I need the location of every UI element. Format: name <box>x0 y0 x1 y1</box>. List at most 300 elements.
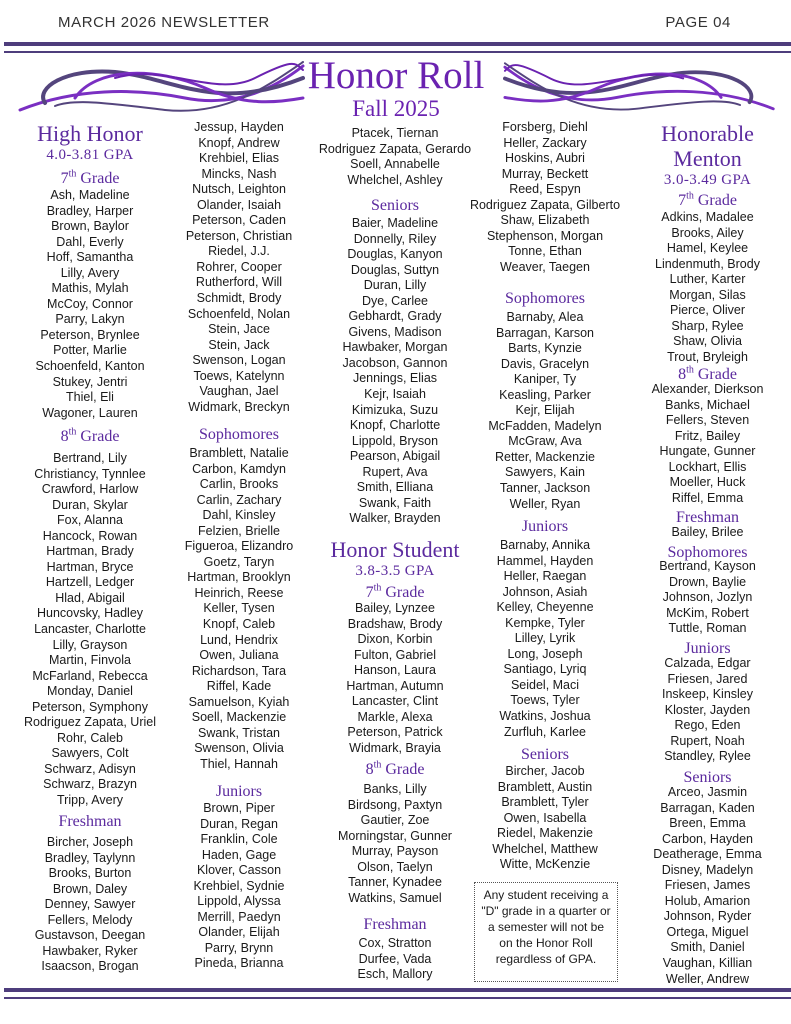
high-honor-heading: High Honor <box>37 121 143 146</box>
term-subtitle: Fall 2025 <box>352 96 440 121</box>
student-name: Pineda, Brianna <box>194 956 284 971</box>
student-name: Thiel, Hannah <box>200 756 278 771</box>
column-1 <box>0 0 180 1024</box>
grade-word: Grade <box>385 584 425 601</box>
student-name: Dixon, Korbin <box>357 632 433 647</box>
student-name: Lilly, Grayson <box>52 637 128 652</box>
name-list <box>165 120 313 415</box>
honor-student-gpa: 3.8-3.5 GPA <box>355 563 435 579</box>
grade-number: 8 <box>678 366 687 383</box>
student-name: Soell, Mackenzie <box>191 710 287 725</box>
student-name: Lindenmuth, Brody <box>655 256 760 271</box>
student-name: Tanner, Kynadee <box>348 875 442 890</box>
student-name: Knopf, Charlotte <box>349 418 441 433</box>
student-name: Rutherford, Will <box>195 275 283 290</box>
student-name: Peterson, Caden <box>192 213 286 228</box>
student-name: Sawyers, Kain <box>505 465 585 480</box>
student-name: Crawford, Harlow <box>41 482 139 497</box>
student-name: Deatherage, Emma <box>653 847 762 862</box>
name-list <box>315 216 475 527</box>
grade-heading <box>315 584 475 602</box>
student-name: Parry, Lakyn <box>55 312 125 327</box>
student-name: Santiago, Lyriq <box>503 662 587 677</box>
name-list <box>630 525 785 541</box>
policy-note: Any student receiving a "D" grade in a quarter or a semester will not be on the Honor Roll regardless of GPA. <box>474 882 618 982</box>
grade-suffix: th <box>68 168 77 180</box>
grade-word: Grade <box>80 428 120 445</box>
student-name: Bradshaw, Brody <box>347 616 443 631</box>
grade-word: Grade <box>697 192 737 209</box>
student-name: Haden, Gage <box>201 847 277 862</box>
student-name: Gautier, Zoe <box>360 813 430 828</box>
student-name: Schmidt, Brody <box>196 291 282 306</box>
student-name: Dahl, Kinsley <box>202 508 276 523</box>
student-name: Christiancy, Tynnlee <box>34 466 146 481</box>
student-name: Lancaster, Charlotte <box>34 622 146 637</box>
student-name: Trout, Bryleigh <box>667 349 748 364</box>
class-heading: Seniors <box>371 197 419 214</box>
student-name: Swank, Tristan <box>198 725 280 740</box>
grade-word: Grade <box>385 761 425 778</box>
name-list <box>630 785 785 987</box>
student-name: Inskeep, Kinsley <box>661 687 754 702</box>
student-name: Schoenfeld, Kanton <box>35 359 145 374</box>
student-name: Parry, Brynn <box>204 940 274 955</box>
student-name: McKim, Robert <box>666 605 749 620</box>
high-honor-gpa: 4.0-3.81 GPA <box>46 147 134 163</box>
name-list <box>165 446 313 772</box>
student-name: Ortega, Miguel <box>666 924 749 939</box>
name-list <box>465 120 625 275</box>
student-name: Toews, Katelynn <box>193 368 285 383</box>
student-name: Peterson, Patrick <box>347 725 443 740</box>
grade-heading <box>630 192 785 210</box>
student-name: Knopf, Caleb <box>202 617 276 632</box>
student-name: Nutsch, Leighton <box>192 182 286 197</box>
student-name: Bailey, Lynzee <box>355 601 435 615</box>
student-name: Morningstar, Gunner <box>338 828 452 843</box>
student-name: Merrill, Paedyn <box>197 909 281 924</box>
student-name: Arceo, Jasmin <box>667 785 748 799</box>
student-name: Rodriguez Zapata, Gerardo <box>318 141 472 156</box>
student-name: Johnson, Ryder <box>663 909 752 924</box>
class-heading: Seniors <box>683 769 732 786</box>
student-name: Barnaby, Annika <box>499 538 591 552</box>
student-name: Birdsong, Paxtyn <box>347 797 443 812</box>
student-name: Owen, Isabella <box>503 810 587 825</box>
student-name: Bircher, Jacob <box>505 764 585 778</box>
student-name: Peterson, Symphony <box>31 699 149 714</box>
student-name: Zurfluh, Karlee <box>504 724 586 739</box>
student-name: Brown, Piper <box>203 801 275 815</box>
student-name: Olson, Taelyn <box>357 859 433 874</box>
student-name: Duran, Regan <box>200 816 278 831</box>
grade-suffix: th <box>686 364 694 376</box>
student-name: Seidel, Maci <box>510 677 580 692</box>
class-heading: Seniors <box>521 746 569 763</box>
student-name: Lockhart, Ellis <box>668 459 747 474</box>
student-name: Alexander, Dierkson <box>651 382 764 396</box>
student-name: Smith, Elliana <box>356 480 434 495</box>
student-name: Potter, Marlie <box>53 343 127 358</box>
student-name: Brown, Daley <box>52 881 128 896</box>
student-name: Schoenfeld, Nolan <box>187 306 291 321</box>
student-name: Markle, Alexa <box>357 709 433 724</box>
student-name: Stukey, Jentri <box>52 374 128 389</box>
student-name: Ash, Madeline <box>50 188 130 202</box>
student-name: Heinrich, Reese <box>194 585 284 600</box>
honorable-mention-gpa: 3.0-3.49 GPA <box>663 172 752 188</box>
student-name: Kimizuka, Suzu <box>351 402 439 417</box>
student-name: Barragan, Karson <box>496 325 594 340</box>
grade-number: 7 <box>60 170 69 187</box>
student-name: Bertrand, Kayson <box>659 559 756 573</box>
student-name: Hartman, Brady <box>46 544 134 559</box>
name-list <box>165 801 313 972</box>
name-list <box>315 782 475 906</box>
student-name: Stein, Jack <box>208 337 270 352</box>
student-name: Krehbiel, Elias <box>199 151 279 166</box>
student-name: Reed, Espyn <box>509 182 581 197</box>
student-name: Jennings, Elias <box>352 371 438 386</box>
student-name: Shaw, Elizabeth <box>500 213 590 228</box>
student-name: Barragan, Kaden <box>660 800 755 815</box>
student-name: Kejr, Isaiah <box>364 387 426 402</box>
student-name: Duran, Lilly <box>363 278 427 293</box>
student-name: Disney, Madelyn <box>661 862 754 877</box>
class-heading: Juniors <box>215 783 263 800</box>
student-name: Lancaster, Clint <box>351 694 439 709</box>
student-name: Riffel, Kade <box>206 679 272 694</box>
student-name: Standley, Rylee <box>664 749 751 764</box>
student-name: Smith, Daniel <box>670 940 745 955</box>
student-name: Kempke, Tyler <box>505 615 585 630</box>
student-name: Witte, McKenzie <box>499 857 591 872</box>
student-name: Drown, Baylie <box>668 574 747 589</box>
student-name: Keller, Tysen <box>203 601 275 616</box>
student-name: Fritz, Bailey <box>674 428 741 443</box>
student-name: Vaughan, Jael <box>199 384 279 399</box>
grade-word: Grade <box>697 366 737 383</box>
column-5 <box>630 0 785 1024</box>
student-name: Hlad, Abigail <box>55 590 125 605</box>
grade-heading <box>0 428 180 446</box>
student-name: Holub, Amarion <box>664 893 751 908</box>
student-name: Dahl, Everly <box>56 234 124 249</box>
student-name: Walker, Brayden <box>349 511 441 526</box>
class-heading: Juniors <box>521 518 569 535</box>
student-name: Carbon, Hayden <box>661 831 754 846</box>
student-name: Kejr, Elijah <box>515 403 575 418</box>
grade-suffix: th <box>373 759 382 771</box>
name-list <box>315 601 475 756</box>
student-name: Hartman, Bryce <box>46 559 134 574</box>
student-name: Vaughan, Killian <box>662 956 753 971</box>
name-list <box>630 382 785 506</box>
honor-student-heading: Honor Student <box>330 537 460 562</box>
student-name: Cox, Stratton <box>358 936 432 950</box>
student-name: Olander, Isaiah <box>196 197 282 212</box>
student-name: McGraw, Ava <box>508 434 582 449</box>
page-number: PAGE 04 <box>665 14 731 31</box>
student-name: Rohr, Caleb <box>56 730 123 745</box>
student-name: Widmark, Breckyn <box>188 399 290 414</box>
student-name: Sawyers, Colt <box>51 746 129 761</box>
class-heading: Sophomores <box>667 544 748 561</box>
student-name: Huncovsky, Hadley <box>36 606 144 621</box>
student-name: Calzada, Edgar <box>664 656 751 670</box>
student-name: Pearson, Abigail <box>349 449 441 464</box>
name-list <box>315 126 475 188</box>
student-name: Peterson, Brynlee <box>40 327 140 342</box>
student-name: McCoy, Connor <box>47 296 133 311</box>
student-name: Friesen, Jared <box>667 671 748 686</box>
student-name: Stein, Jace <box>208 322 270 337</box>
student-name: Thiel, Eli <box>66 390 114 405</box>
student-name: Adkins, Madalee <box>661 210 754 224</box>
honorable-mention-heading-line2: Menton <box>673 146 742 171</box>
student-name: Hammel, Hayden <box>496 553 594 568</box>
student-name: Bircher, Joseph <box>46 835 134 849</box>
student-name: Toews, Tyler <box>510 693 580 708</box>
student-name: Watkins, Joshua <box>499 709 591 724</box>
student-name: Hamel, Keylee <box>666 241 749 256</box>
student-name: Rupert, Ava <box>362 464 428 479</box>
student-name: Gustavson, Deegan <box>34 928 146 943</box>
student-name: Pierce, Oliver <box>669 303 746 318</box>
student-name: Denney, Sawyer <box>44 897 136 912</box>
grade-suffix: th <box>68 426 77 438</box>
student-name: Douglas, Kanyon <box>347 247 443 262</box>
student-name: Hoff, Samantha <box>46 250 134 265</box>
student-name: Klover, Casson <box>196 863 282 878</box>
student-name: Olander, Elijah <box>198 925 280 940</box>
student-name: Johnson, Asiah <box>502 584 588 599</box>
student-name: Schwarz, Adisyn <box>44 761 136 776</box>
student-name: Weller, Andrew <box>665 971 750 986</box>
student-name: Goetz, Taryn <box>203 554 275 569</box>
student-name: Knopf, Andrew <box>198 135 280 150</box>
student-name: Hartman, Autumn <box>346 678 444 693</box>
class-heading: Sophomores <box>199 426 279 443</box>
grade-suffix: th <box>373 582 382 594</box>
student-name: Johnson, Jozlyn <box>662 590 753 605</box>
student-name: Franklin, Cole <box>200 832 278 847</box>
student-name: Bertrand, Lily <box>53 451 127 465</box>
student-name: Sharp, Rylee <box>671 318 744 333</box>
student-name: Jacobson, Gannon <box>342 355 448 370</box>
student-name: Fulton, Gabriel <box>354 647 436 662</box>
student-name: Barnaby, Alea <box>506 310 584 324</box>
student-name: Swenson, Logan <box>192 353 286 368</box>
class-heading: Freshman <box>675 509 740 526</box>
student-name: Douglas, Suttyn <box>350 262 440 277</box>
student-name: Swenson, Olivia <box>194 741 284 756</box>
grade-number: 7 <box>365 584 374 601</box>
student-name: Hawbaker, Morgan <box>342 340 448 355</box>
student-name: McFarland, Rebecca <box>32 668 148 683</box>
student-name: Heller, Zackary <box>503 135 587 150</box>
student-name: Samuelson, Kyiah <box>188 694 290 709</box>
student-name: Hanson, Laura <box>353 663 436 678</box>
student-name: Rego, Eden <box>674 718 741 733</box>
student-name: Baier, Madeline <box>351 216 439 230</box>
student-name: Davis, Gracelyn <box>500 356 590 371</box>
student-name: Jessup, Hayden <box>194 120 284 134</box>
student-name: Morgan, Silas <box>669 287 746 302</box>
student-name: Fellers, Melody <box>47 912 133 927</box>
grade-number: 7 <box>678 192 687 209</box>
student-name: Moeller, Huck <box>669 475 746 490</box>
column-4 <box>465 0 625 1024</box>
student-name: Luther, Karter <box>669 272 746 287</box>
student-name: Tuttle, Roman <box>668 621 747 636</box>
student-name: Weller, Ryan <box>509 496 581 511</box>
student-name: Bradley, Taylynn <box>44 850 136 865</box>
name-list <box>630 656 785 765</box>
student-name: Mathis, Mylah <box>51 281 129 296</box>
student-name: Banks, Michael <box>665 397 750 412</box>
student-name: Lilly, Avery <box>60 265 120 280</box>
student-name: Lilley, Lyrik <box>514 631 576 646</box>
name-list <box>0 835 180 975</box>
student-name: McFadden, Madelyn <box>488 418 602 433</box>
name-list <box>465 764 625 873</box>
grade-suffix: th <box>686 190 694 202</box>
student-name: Lippold, Bryson <box>351 433 439 448</box>
student-name: Bradley, Harper <box>46 203 134 218</box>
student-name: Hungate, Gunner <box>659 444 756 459</box>
student-name: Lund, Hendrix <box>200 632 278 647</box>
name-list <box>0 451 180 809</box>
student-name: Brown, Baylor <box>51 219 129 234</box>
honorable-mention-heading-line1: Honorable <box>661 121 754 146</box>
student-name: Carlin, Brooks <box>199 477 279 492</box>
student-name: Rodriguez Zapata, Gilberto <box>469 197 621 212</box>
student-name: Hartman, Brooklyn <box>187 570 291 585</box>
student-name: Whelchel, Matthew <box>492 841 598 856</box>
student-name: Heller, Raegan <box>503 569 587 584</box>
grade-number: 8 <box>365 761 374 778</box>
student-name: Whelchel, Ashley <box>347 172 443 187</box>
student-name: Carbon, Kamdyn <box>192 461 286 476</box>
student-name: Soell, Annabelle <box>350 157 440 172</box>
student-name: Bailey, Brilee <box>671 525 744 539</box>
student-name: Tanner, Jackson <box>499 481 591 496</box>
newsletter-label: MARCH 2026 NEWSLETTER <box>58 14 270 31</box>
student-name: Stephenson, Morgan <box>486 228 604 243</box>
student-name: Duran, Skylar <box>52 497 128 512</box>
student-name: Martin, Finvola <box>49 653 131 668</box>
student-name: Tonne, Ethan <box>508 244 582 259</box>
student-name: Murray, Payson <box>351 844 439 859</box>
student-name: Keasling, Parker <box>499 387 591 402</box>
student-name: Rohrer, Cooper <box>196 259 282 274</box>
student-name: Ptacek, Tiernan <box>351 126 439 140</box>
student-name: Shaw, Olivia <box>673 334 742 349</box>
student-name: Rupert, Noah <box>670 733 745 748</box>
name-list <box>630 559 785 637</box>
student-name: Mincks, Nash <box>201 166 277 181</box>
student-name: Richardson, Tara <box>191 663 287 678</box>
name-list <box>465 310 625 512</box>
student-name: Figueroa, Elizandro <box>184 539 294 554</box>
student-name: Durfee, Vada <box>358 951 432 966</box>
student-name: Barts, Kynzie <box>508 341 582 356</box>
student-name: Lippold, Alyssa <box>197 894 281 909</box>
student-name: Wagoner, Lauren <box>42 405 138 420</box>
student-name: Murray, Beckett <box>501 166 589 181</box>
name-list <box>630 210 785 365</box>
student-name: Hancock, Rowan <box>42 528 138 543</box>
student-name: Breen, Emma <box>669 816 746 831</box>
grade-number: 8 <box>60 428 69 445</box>
student-name: Retter, Mackenzie <box>494 449 596 464</box>
student-name: Friesen, James <box>664 878 751 893</box>
student-name: Hoskins, Aubri <box>505 151 585 166</box>
student-name: Tripp, Avery <box>57 793 123 808</box>
student-name: Donnelly, Riley <box>353 231 437 246</box>
student-name: Kelley, Cheyenne <box>496 600 594 615</box>
student-name: Felzien, Brielle <box>198 523 280 538</box>
student-name: Schwarz, Brazyn <box>43 777 137 792</box>
student-name: Bramblett, Tyler <box>501 795 589 810</box>
student-name: Swank, Faith <box>358 495 432 510</box>
student-name: Isaacson, Brogan <box>41 959 139 974</box>
student-name: Monday, Daniel <box>47 684 133 699</box>
student-name: Watkins, Samuel <box>348 890 442 905</box>
column-3 <box>315 0 475 1024</box>
class-heading: Freshman <box>58 813 122 830</box>
student-name: Rodriguez Zapata, Uriel <box>23 715 156 730</box>
student-name: Weaver, Taegen <box>500 259 590 274</box>
name-list <box>315 936 475 983</box>
student-name: Bramblett, Natalie <box>189 446 289 460</box>
student-name: Hartzell, Ledger <box>45 575 135 590</box>
student-name: Widmark, Brayia <box>349 740 441 755</box>
student-name: Fellers, Steven <box>665 413 750 428</box>
column-2 <box>165 0 313 1024</box>
student-name: Riffel, Emma <box>671 490 744 505</box>
student-name: Hawbaker, Ryker <box>42 943 138 958</box>
name-list <box>0 188 180 421</box>
student-name: Brooks, Ailey <box>671 225 744 240</box>
student-name: Forsberg, Diehl <box>502 120 588 134</box>
student-name: Brooks, Burton <box>48 866 132 881</box>
student-name: Kloster, Jayden <box>664 702 751 717</box>
student-name: Long, Joseph <box>507 646 583 661</box>
student-name: Riedel, J.J. <box>208 244 270 259</box>
grade-heading <box>315 761 475 779</box>
class-heading: Juniors <box>684 640 731 657</box>
student-name: Kaniper, Ty <box>513 372 577 387</box>
student-name: Krehbiel, Sydnie <box>193 878 285 893</box>
class-heading: Sophomores <box>505 290 585 307</box>
student-name: Banks, Lilly <box>363 782 427 796</box>
page-title: Honor Roll <box>307 54 485 97</box>
grade-word: Grade <box>80 170 120 187</box>
student-name: Carlin, Zachary <box>196 492 282 507</box>
student-name: Peterson, Christian <box>185 228 293 243</box>
student-name: Esch, Mallory <box>357 967 433 982</box>
name-list <box>465 538 625 740</box>
student-name: Riedel, Makenzie <box>497 826 593 841</box>
student-name: Owen, Juliana <box>199 648 279 663</box>
class-heading: Freshman <box>363 916 427 933</box>
student-name: Dye, Carlee <box>362 293 428 308</box>
student-name: Fox, Alanna <box>56 513 123 528</box>
student-name: Gebhardt, Grady <box>348 309 442 324</box>
